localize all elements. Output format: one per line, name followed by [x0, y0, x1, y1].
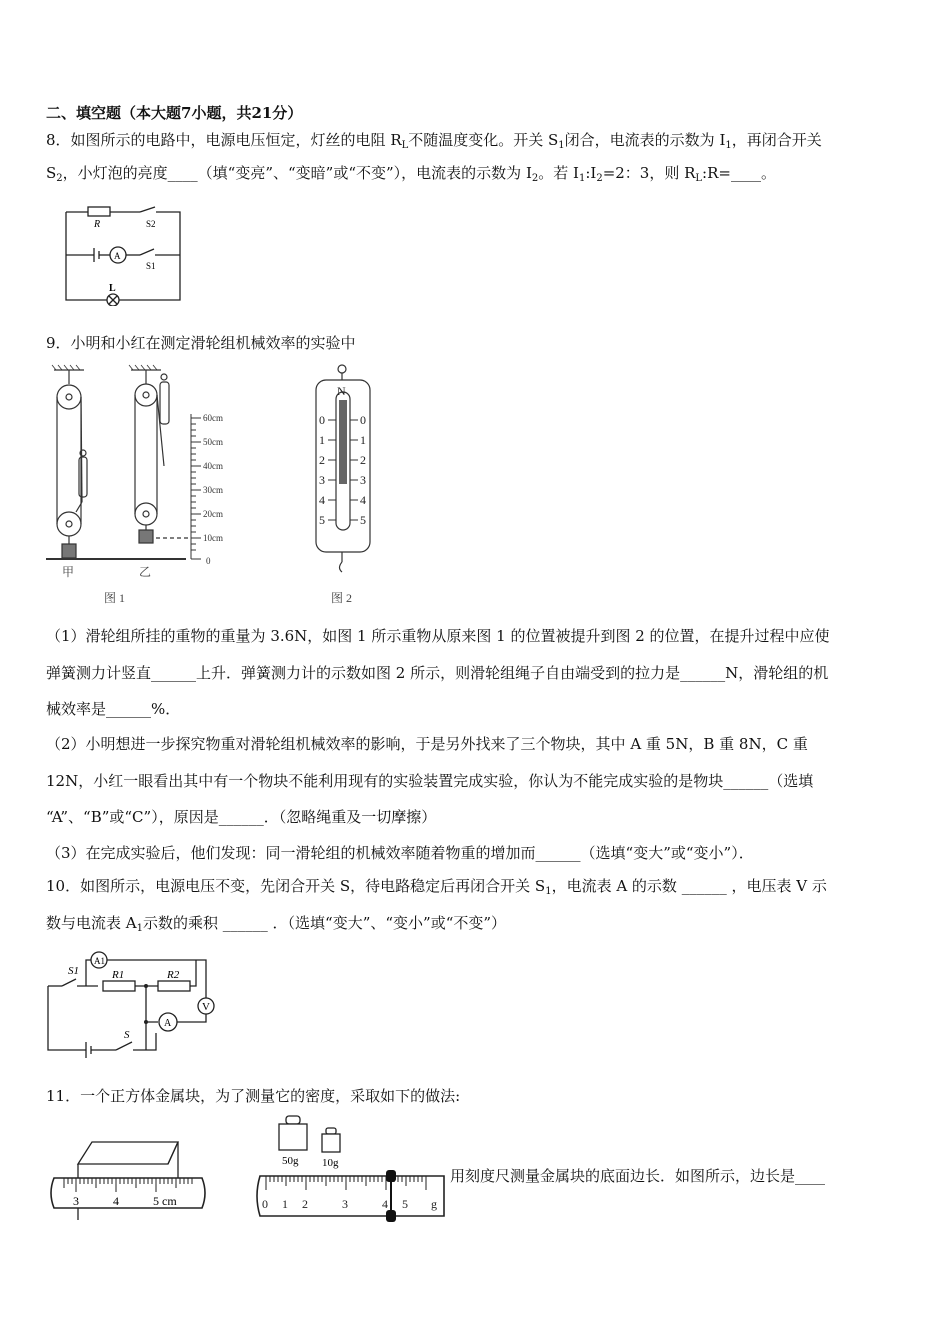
label-s2: S2 [146, 219, 156, 229]
beam-label-g: g [431, 1197, 437, 1211]
q9-p3-line1: （3）在完成实验后，他们发现：同一滑轮组的机械效率随着物重的增加而______（选填“变大”或“变小”）． [46, 844, 754, 862]
q9-p2-line3: “A”、“B”或“C”），原因是______．（忽略绳重及一切摩擦） [46, 808, 437, 826]
ruler-label-5cm: 5 cm [153, 1194, 177, 1208]
ruler-tick-0: 0 [206, 556, 211, 566]
label-r1: R1 [112, 969, 125, 981]
beam-label-2: 2 [302, 1197, 308, 1211]
q10-line2: 数与电流表 $A_1$示数的乘积 ______ ．（选填“变大”、“变小”或“不变”） [46, 914, 507, 934]
scale-left-2: 2 [319, 453, 325, 467]
q8-circuit-diagram [58, 200, 188, 306]
scale-right-4: 4 [360, 493, 366, 507]
scale-right-5: 5 [360, 513, 366, 527]
scale-right-0: 0 [360, 413, 366, 427]
weight-50g-icon [279, 1124, 307, 1150]
scale-left-4: 4 [319, 493, 325, 507]
q11-figures [46, 1112, 448, 1224]
scale-left-0: 0 [319, 413, 325, 427]
ruler-tick-20: 20cm [203, 509, 223, 519]
q11-title: 11．一个正方体金属块，为了测量它的密度，采取如下的做法: [46, 1087, 461, 1105]
weight-label-10g: 10g [322, 1157, 339, 1169]
q9-title: 9．小明和小红在测定滑轮组机械效率的实验中 [46, 334, 356, 352]
q11-side-text: 用刻度尺测量金属块的底面边长．如图所示，边长是____ [450, 1167, 826, 1185]
ruler-label-3: 3 [73, 1194, 79, 1208]
label-s1: S1 [68, 965, 79, 977]
label-v: V [202, 1001, 210, 1013]
resistor-r2 [158, 981, 190, 991]
q9-p2-line2: 12N，小红一眼看出其中有一个物块不能利用现有的实验装置完成实验，你认为不能完成实验的是物块______（选填 [46, 772, 814, 790]
ruler-tick-30: 30cm [203, 485, 223, 495]
beam-label-5: 5 [402, 1197, 408, 1211]
rider-bottom-icon [386, 1210, 396, 1222]
fig1-label-yi: 乙 [139, 565, 152, 579]
weights-figure [279, 1116, 340, 1152]
beam-label-3: 3 [342, 1197, 348, 1211]
q9-p2-line1: （2）小明想进一步探究物重对滑轮组机械效率的影响，于是另外找来了三个物块，其中 A 重 5N，B 重 8N，C 重 [46, 735, 808, 753]
label-l: L [109, 283, 116, 294]
label-r: R [94, 219, 101, 230]
q9-figures [46, 362, 376, 607]
beam-label-0: 0 [262, 1197, 268, 1211]
q8-line1: 8．如图所示的电路中，电源电压恒定，灯丝的电阻 $R_L$不随温度变化。开关 $S_1$闭合，电流表的示数为 $I_1$，再闭合开关 [46, 131, 822, 151]
scale-right-2: 2 [360, 453, 366, 467]
fig2-caption: 图 2 [331, 591, 353, 605]
spring-scale-indicator [339, 400, 347, 484]
label-a: A [164, 1018, 172, 1029]
weight-label-50g: 50g [282, 1155, 299, 1167]
q10-line1: 10．如图所示，电源电压不变，先闭合开关 S，待电路稳定后再闭合开关 $S_1$，电流表 A 的示数 ______ ，电压表 V 示 [46, 877, 827, 897]
fig1-caption: 图 1 [104, 591, 126, 605]
scale-unit-n: N [337, 384, 346, 398]
ruler-tick-10: 10cm [203, 533, 223, 543]
label-r2: R2 [167, 969, 180, 981]
q9-p1-line1: （1）滑轮组所挂的重物的重量为 3.6N，如图 1 所示重物从原来图 1 的位置被提升到图 2 的位置，在提升过程中应使 [46, 627, 830, 645]
ruler-tick-40: 40cm [203, 461, 223, 471]
resistor-r [88, 207, 110, 216]
resistor-r1 [103, 981, 135, 991]
scale-left-5: 5 [319, 513, 325, 527]
q8-line2: $S_2$，小灯泡的亮度____（填“变亮”、“变暗”或“不变”），电流表的示数为 $I_2$。若 $I_1:I_2=2$：3，则 $R_L:R=\_\_\_\_$。 [46, 164, 776, 184]
label-s1: S1 [146, 261, 156, 271]
rider-top-icon [386, 1170, 396, 1182]
scale-right-1: 1 [360, 433, 366, 447]
ruler-label-4: 4 [113, 1194, 119, 1208]
fig1-label-jia: 甲 [62, 565, 75, 579]
scale-left-3: 3 [319, 473, 325, 487]
pulley-setup-figure [46, 365, 189, 559]
label-a: A [114, 251, 121, 261]
section-heading: 二、填空题（本大题7小题，共21分） [46, 104, 303, 122]
label-s: S [124, 1029, 130, 1041]
ruler-tick-50: 50cm [203, 437, 223, 447]
q9-p1-line3: 械效率是______%． [46, 700, 181, 718]
q10-circuit-diagram [46, 948, 216, 1058]
weight-10g-icon [322, 1134, 340, 1152]
scale-left-1: 1 [319, 433, 325, 447]
scale-right-3: 3 [360, 473, 366, 487]
q9-p1-line2: 弹簧测力计竖直______上升．弹簧测力计的示数如图 2 所示，则滑轮组绳子自由端受到的拉力是______N，滑轮组的机 [46, 664, 829, 682]
ruler-tick-60: 60cm [203, 413, 223, 423]
label-a1: A1 [94, 956, 105, 966]
beam-label-4: 4 [382, 1197, 388, 1211]
beam-label-1: 1 [282, 1197, 288, 1211]
cm-ruler [191, 414, 201, 559]
